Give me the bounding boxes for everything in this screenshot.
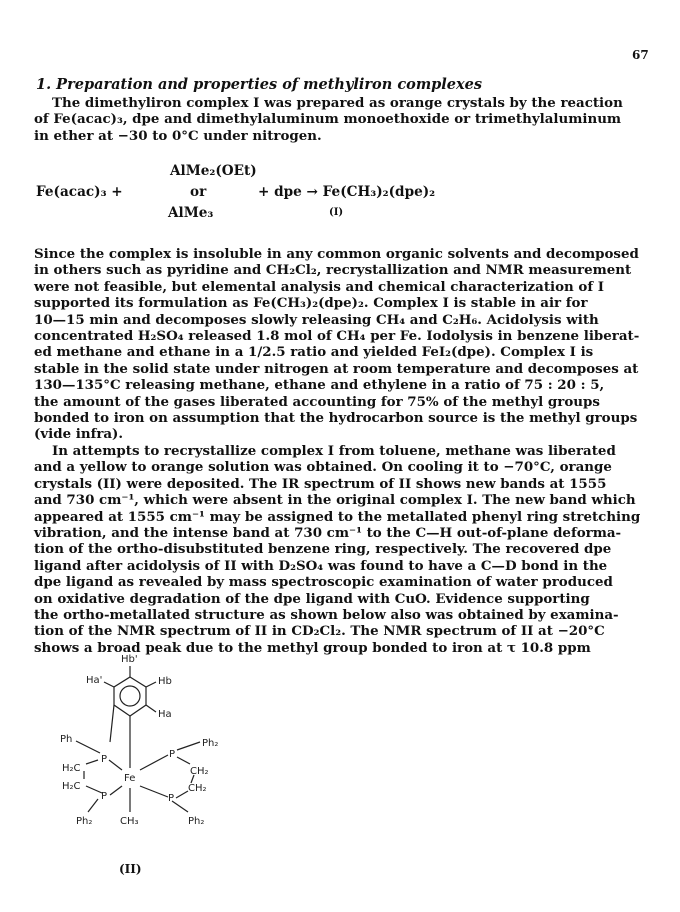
bond-ch2-p — [176, 791, 188, 798]
label-ha: Ha — [158, 709, 172, 720]
reagent-top: AlMe₂(OEt) — [170, 163, 257, 179]
bond-ring-p — [110, 705, 114, 742]
text-line: vibration, and the intense band at 730 cm⁻¹ to the C—H out-of-plane deforma- — [34, 524, 622, 541]
equation-or: or — [190, 184, 207, 200]
bond-p-ph2-bottom-left — [88, 799, 98, 812]
text-line: 10—15 min and decomposes slowly releasing CH₄ and C₂H₆. Acidolysis with — [34, 311, 599, 328]
text-line: stable in the solid state under nitrogen at room temperature and decomposes at — [34, 360, 639, 377]
label-fe: Fe — [124, 773, 136, 784]
text-line: on oxidative degradation of the dpe ligand with CuO. Evidence supporting — [34, 590, 590, 607]
label-p-left-top: P — [101, 754, 108, 765]
label-ch2-bottom: CH₂ — [188, 783, 207, 794]
text-line: (vide infra). — [34, 426, 124, 443]
label-ch3: CH₃ — [120, 816, 139, 827]
text-line: dpe ligand as revealed by mass spectroscopic examination of water produced — [34, 574, 613, 591]
reagent-bottom: AlMe₃ — [168, 205, 214, 221]
bond-p-ph2-bottom — [172, 801, 188, 812]
label-ph: Ph — [60, 734, 73, 745]
text-line: The dimethyliron complex I was prepared as orange crystals by the reaction — [52, 95, 623, 111]
compound-label-II: (II) — [119, 862, 142, 876]
text-line: appeared at 1555 cm⁻¹ may be assigned to the metallated phenyl ring stretching — [34, 508, 641, 525]
benzene-aromatic-circle — [120, 686, 140, 706]
text-line: ligand after acidolysis of II with D₂SO₄ was found to have a C—D bond in the — [34, 557, 608, 574]
compound-label-I: (I) — [329, 207, 344, 218]
text-line: shows a broad peak due to the methyl group bonded to iron at τ 10.8 ppm — [34, 639, 591, 656]
label-ph2-bottom-left: Ph₂ — [76, 816, 93, 827]
text-line: of Fe(acac)₃, dpe and dimethylaluminum monoethoxide or trimethylaluminum — [34, 111, 622, 128]
text-line: In attempts to recrystallize complex I from toluene, methane was liberated — [52, 442, 616, 459]
text-line: 130—135°C releasing methane, ethane and ethylene in a ratio of 75 : 20 : 5, — [34, 377, 605, 394]
bond-ha-prime — [104, 682, 114, 687]
bond-fe-p-right-bottom — [140, 786, 168, 797]
label-h2c-bottom: H₂C — [62, 781, 81, 792]
bond-p2-fe — [110, 786, 122, 795]
text-line: in ether at −30 to 0°C under nitrogen. — [34, 127, 322, 144]
equation-right: + dpe → Fe(CH₃)₂(dpe)₂ — [258, 184, 436, 200]
label-hb-prime: Hb' — [121, 654, 138, 665]
text-line: concentrated H₂SO₄ released 1.8 mol of CH₄ per Fe. Iodolysis in benzene liberat- — [34, 328, 640, 345]
label-ha-prime: Ha' — [86, 675, 103, 686]
label-p-left-bottom: P — [101, 791, 108, 802]
text-line: supported its formulation as Fe(CH₃)₂(dpe)₂. Complex I is stable in air for — [34, 295, 588, 312]
label-ph2-right: Ph₂ — [202, 738, 219, 749]
section-title: 1. Preparation and properties of methyliron complexes — [36, 76, 483, 93]
text-line: bonded to iron on assumption that the hydrocarbon source is the methyl groups — [34, 410, 638, 427]
text-line: tion of the ortho-disubstituted benzene ring, respectively. The recovered dpe — [34, 541, 612, 558]
text-line: the amount of the gases liberated accounting for 75% of the methyl groups — [34, 393, 600, 410]
bond-ph-p — [76, 741, 100, 753]
bond-ha — [146, 705, 156, 712]
label-hb: Hb — [158, 676, 172, 687]
label-h2c-top: H₂C — [62, 763, 81, 774]
text-line: and 730 cm⁻¹, which were absent in the original complex I. The new band which — [34, 492, 636, 509]
text-line: and a yellow to orange solution was obtained. On cooling it to −70°C, orange — [34, 459, 612, 476]
text-line: in others such as pyridine and CH₂Cl₂, recrystallization and NMR measurement — [34, 262, 632, 279]
bond-fe-p-right — [140, 755, 168, 770]
bond-p-fe — [109, 760, 122, 770]
text-line: ed methane and ethane in a 1/2.5 ratio and yielded FeI₂(dpe). Complex I is — [34, 344, 594, 361]
bond-p-h2c — [86, 760, 98, 764]
benzene-ring — [114, 677, 146, 716]
text-line: were not feasible, but elemental analysis and chemical characterization of I — [34, 278, 605, 295]
label-p-right-bottom: P — [168, 793, 175, 804]
label-ch2-top: CH₂ — [190, 766, 209, 777]
bond-p-ph2 — [177, 742, 200, 750]
page-number: 67 — [632, 48, 649, 62]
bond-h2c-p — [86, 786, 102, 793]
equation-left: Fe(acac)₃ + — [36, 184, 123, 200]
text-line: tion of the NMR spectrum of II in CD₂Cl₂. The NMR spectrum of II at −20°C — [34, 623, 605, 640]
label-p-right-top: P — [169, 749, 176, 760]
text-line: the ortho-metallated structure as shown below also was obtained by examina- — [34, 606, 619, 623]
text-line: Since the complex is insoluble in any common organic solvents and decomposed — [34, 246, 639, 262]
label-ph2-bottom-right: Ph₂ — [188, 816, 205, 827]
bond-p-ch2 — [177, 757, 190, 764]
bond-hb — [146, 682, 156, 687]
text-line: crystals (II) were deposited. The IR spectrum of II shows new bands at 1555 — [34, 475, 607, 492]
